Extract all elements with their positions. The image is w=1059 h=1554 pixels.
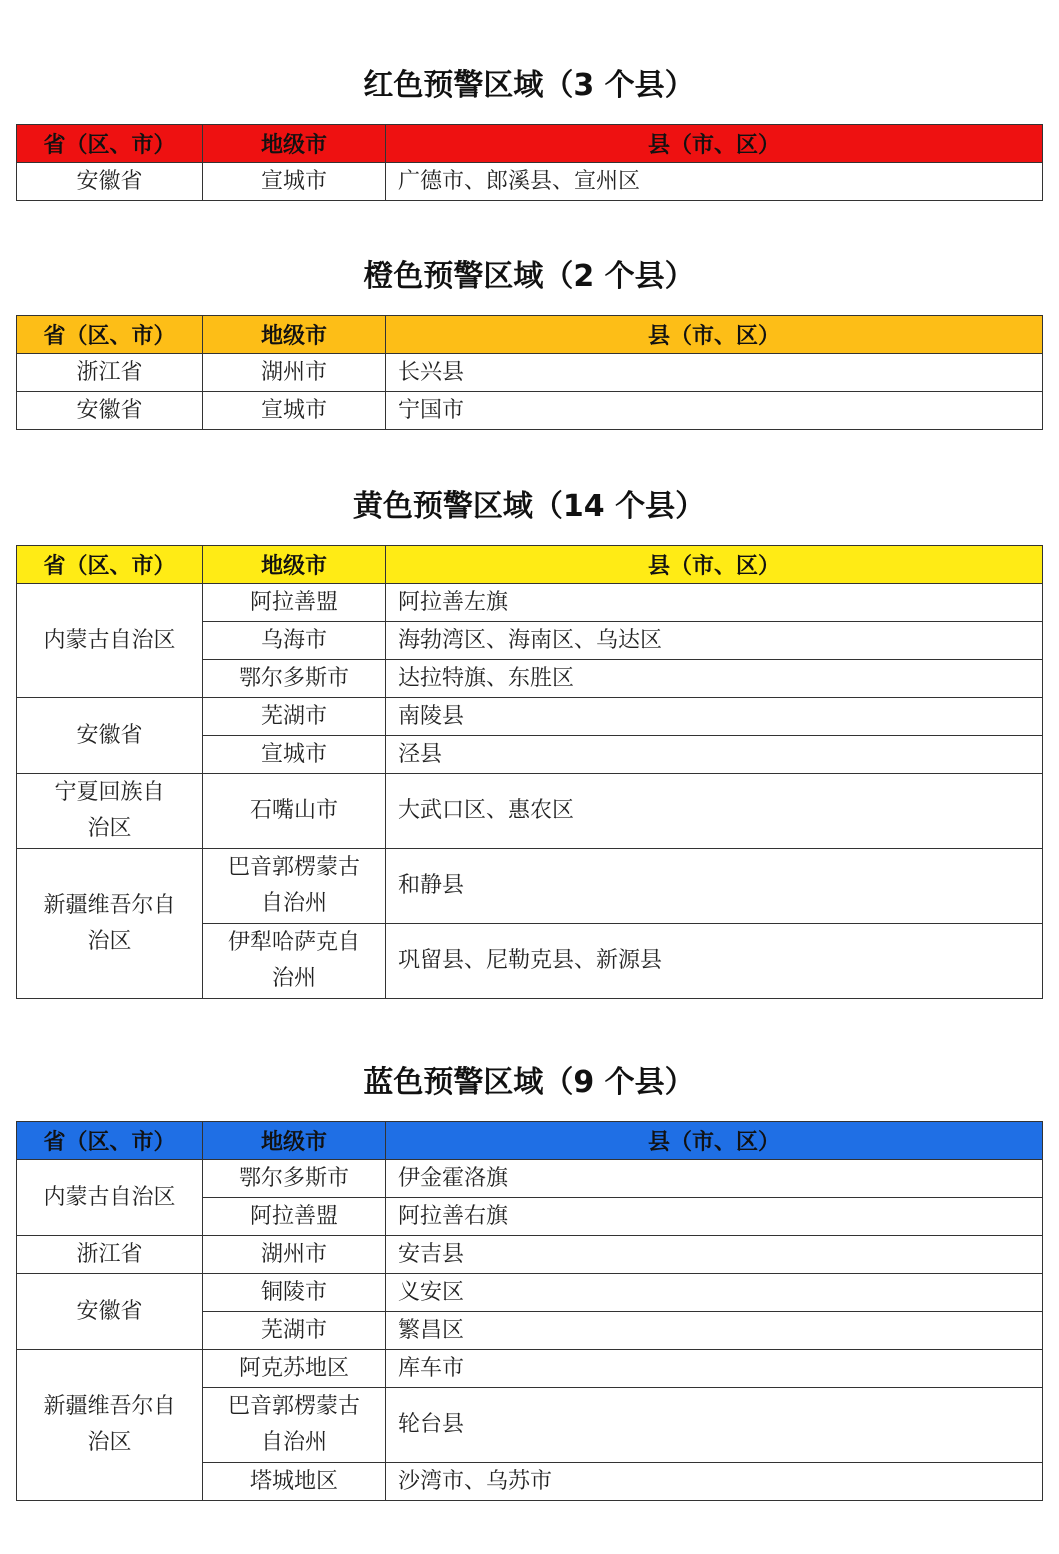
- province-cell: 浙江省: [17, 354, 203, 392]
- city-cell: 芜湖市: [203, 698, 386, 736]
- province-cell: 安徽省: [17, 163, 203, 201]
- county-cell: 大武口区、惠农区: [386, 774, 1043, 849]
- header-county: 县（市、区）: [386, 1122, 1043, 1160]
- county-cell: 长兴县: [386, 354, 1043, 392]
- header-city: 地级市: [203, 546, 386, 584]
- county-cell: 和静县: [386, 849, 1043, 924]
- table-row: [17, 849, 1043, 924]
- city-cell: 宣城市: [203, 392, 386, 430]
- city-cell: 阿克苏地区: [203, 1350, 386, 1388]
- county-cell: 宁国市: [386, 392, 1043, 430]
- city-cell: 鄂尔多斯市: [203, 1160, 386, 1198]
- orange-warning-section: [16, 258, 1042, 423]
- blue-warning-table: [16, 1121, 1043, 1501]
- header-province: 省（区、市）: [17, 1122, 203, 1160]
- province-cell: 宁夏回族自治区: [17, 774, 203, 849]
- province-cell: 内蒙古自治区: [17, 584, 203, 698]
- county-cell: 南陵县: [386, 698, 1043, 736]
- city-cell: 阿拉善盟: [203, 1198, 386, 1236]
- header-province: 省（区、市）: [17, 316, 203, 354]
- province-cell: 安徽省: [17, 392, 203, 430]
- table-row: [17, 163, 1043, 201]
- yellow-warning-table: [16, 545, 1043, 999]
- county-cell: 广德市、郎溪县、宣州区: [386, 163, 1043, 201]
- header-city: 地级市: [203, 316, 386, 354]
- header-county: 县（市、区）: [386, 546, 1043, 584]
- table-row: [17, 392, 1043, 430]
- county-cell: 义安区: [386, 1274, 1043, 1312]
- header-row: [17, 316, 1043, 354]
- city-cell: 巴音郭楞蒙古自治州: [203, 1388, 386, 1463]
- header-county: 县（市、区）: [386, 125, 1043, 163]
- section-title: 红色预警区域（3 个县）: [363, 68, 695, 103]
- header-row: [17, 546, 1043, 584]
- city-cell: 湖州市: [203, 1236, 386, 1274]
- city-cell: 宣城市: [203, 736, 386, 774]
- header-county: 县（市、区）: [386, 316, 1043, 354]
- city-cell: 湖州市: [203, 354, 386, 392]
- county-cell: 阿拉善左旗: [386, 584, 1043, 622]
- blue-warning-section: [16, 1064, 1042, 1494]
- county-cell: 达拉特旗、东胜区: [386, 660, 1043, 698]
- county-cell: 泾县: [386, 736, 1043, 774]
- province-cell: 浙江省: [17, 1236, 203, 1274]
- city-cell: 巴音郭楞蒙古自治州: [203, 849, 386, 924]
- header-province: 省（区、市）: [17, 546, 203, 584]
- city-cell: 芜湖市: [203, 1312, 386, 1350]
- county-cell: 海勃湾区、海南区、乌达区: [386, 622, 1043, 660]
- section-title: 蓝色预警区域（9 个县）: [363, 1065, 695, 1100]
- province-cell: 新疆维吾尔自治区: [17, 1350, 203, 1501]
- city-cell: 鄂尔多斯市: [203, 660, 386, 698]
- province-cell: 安徽省: [17, 698, 203, 774]
- table-row: [17, 1350, 1043, 1388]
- city-cell: 乌海市: [203, 622, 386, 660]
- county-cell: 伊金霍洛旗: [386, 1160, 1043, 1198]
- county-cell: 安吉县: [386, 1236, 1043, 1274]
- red-warning-table: [16, 124, 1043, 201]
- county-cell: 轮台县: [386, 1388, 1043, 1463]
- city-cell: 阿拉善盟: [203, 584, 386, 622]
- county-cell: 阿拉善右旗: [386, 1198, 1043, 1236]
- county-cell: 繁昌区: [386, 1312, 1043, 1350]
- table-row: [17, 698, 1043, 736]
- header-row: [17, 125, 1043, 163]
- city-cell: 石嘴山市: [203, 774, 386, 849]
- table-row: [17, 1236, 1043, 1274]
- table-row: [17, 354, 1043, 392]
- city-cell: 伊犁哈萨克自治州: [203, 924, 386, 999]
- county-cell: 巩留县、尼勒克县、新源县: [386, 924, 1043, 999]
- orange-warning-table: [16, 315, 1043, 430]
- province-cell: 安徽省: [17, 1274, 203, 1350]
- red-warning-section: [16, 67, 1042, 194]
- table-row: [17, 1274, 1043, 1312]
- city-cell: 铜陵市: [203, 1274, 386, 1312]
- province-cell: 新疆维吾尔自治区: [17, 849, 203, 999]
- county-cell: 沙湾市、乌苏市: [386, 1463, 1043, 1501]
- header-row: [17, 1122, 1043, 1160]
- table-row: [17, 774, 1043, 849]
- table-row: [17, 1160, 1043, 1198]
- city-cell: 宣城市: [203, 163, 386, 201]
- section-title: 橙色预警区域（2 个县）: [363, 259, 695, 294]
- county-cell: 库车市: [386, 1350, 1043, 1388]
- header-city: 地级市: [203, 125, 386, 163]
- province-cell: 内蒙古自治区: [17, 1160, 203, 1236]
- section-title: 黄色预警区域（14 个县）: [352, 489, 706, 524]
- header-province: 省（区、市）: [17, 125, 203, 163]
- table-row: [17, 584, 1043, 622]
- city-cell: 塔城地区: [203, 1463, 386, 1501]
- yellow-warning-section: [16, 488, 1042, 991]
- header-city: 地级市: [203, 1122, 386, 1160]
